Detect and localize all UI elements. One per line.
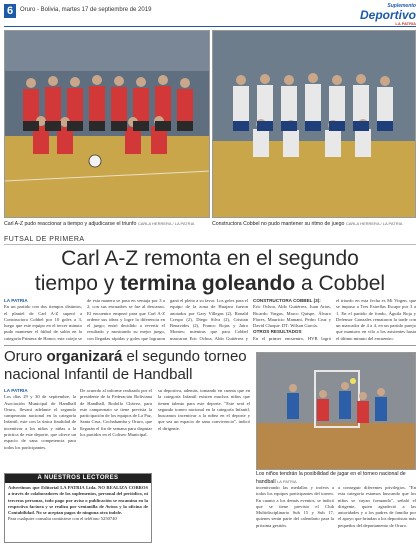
dateline: Oruro - Bolivia, martes 17 de septiembre de 2019 — [20, 7, 152, 13]
supplement-logo — [346, 3, 416, 25]
photo-caption-2-text: Constructora Cobbel no pudo mantener su ritmo de juego — [212, 221, 345, 227]
team-photo-carl-az-image — [5, 31, 210, 218]
readers-notice-text: Advertimos que Editorial LA PATRIA Ltda. NO REALIZA COBROS a través de colaboradores de los suplementos, personal del periódico, ni terceras personas, todo pago por aviso o publicación se encamina en la respectiva factura y se realiza por ventanilla de Avisos y la oficina de Contabilidad. No se aceptan pagos de ninguna otra índole. — [8, 485, 148, 516]
photo-caption-2 — [212, 220, 416, 228]
handball-credit: LA PATRIA — [277, 479, 297, 484]
article2-headline-1c: el segundo torneo — [122, 348, 247, 365]
article2-headline-emphasis: organizará — [46, 348, 123, 365]
readers-notice-body — [5, 483, 151, 525]
article2-column-2: De acuerdo al informe realizado por el presidente de la Federación Boliviana de Handball, Rodolfo Chávez, para este campeonato se tiene prevista la participación de los equipos de La Paz, Santa Cruz, Cochabamba y Oruro, que llegarán el fin de semana para disputar los partidos en el Coliseo Municipal. — [80, 388, 152, 438]
article1-column-4 — [253, 298, 331, 342]
logo-top: Suplemento — [387, 3, 416, 9]
article1-column-1-text: En un partido con dos tiempos distintos, el plantel de Carl A-Z superó a Constructora Cobbel por 10 goles a 3, luego que este equipo en el tercer minuto pudo mantener el fútbol de salón en la categoría Primera de Honor; este cotejo se — [4, 304, 82, 341]
page-number: 6 — [4, 4, 16, 18]
team-photo-cobbel-image — [213, 31, 416, 218]
cobbel-lineup-title: CONSTRUCTORA COBBEL (3): — [253, 298, 321, 303]
headline-line-2c: a Cobbel — [295, 272, 386, 295]
handball-caption — [256, 471, 416, 486]
photo-caption-1-text: Carl A-Z pudo reaccionar a tiempo y adjudicarse el triunfo — [4, 221, 137, 227]
article2-headline — [4, 348, 254, 384]
readers-notice-box — [4, 473, 152, 543]
headline-line-2 — [4, 271, 416, 296]
headline-emphasis: termina goleando — [120, 272, 296, 295]
article-headline — [4, 246, 416, 296]
team-photo-carl-az — [4, 30, 210, 218]
article1-column-2: de esta manera se pasa en ventaja por 3 a 2, con sus encuadres se fue al descanso. El encuentro empezó para que Carl A-Z ordene sus ideas y logre la diferencia en el juego; entró decidido a revertir el resultado y mostrando su mejor juego, con llegadas rápidas y goles que lograron — [87, 298, 165, 341]
photo-credit-1: CARLA HERRERA / LA PATRIA — [137, 221, 195, 226]
article2-headline-1a: Oruro — [4, 348, 47, 365]
kicker-rule — [4, 244, 416, 245]
article-kicker: FUTSAL DE PRIMERA — [4, 236, 85, 243]
article2-column-4: incentivando las medallas y trofeos a todos los equipos participantes del torneo. En cuanto a los demás eventos, se indicó que se tiene previsto el Club Multidisciplinario Sub 15 y Sub 17, quienes serán parte del calendario para la próxima gestión. — [256, 485, 334, 528]
article2-column-1 — [4, 388, 76, 470]
article1-column-3 — [170, 298, 248, 342]
readers-notice-title: A NUESTROS LECTORES — [5, 474, 151, 483]
logo-main: Deportivo — [359, 8, 416, 22]
photo-credit-2: CARLA HERRERA / LA PATRIA — [345, 221, 403, 226]
article2-source: LA PATRIA — [4, 388, 28, 393]
readers-notice-contact: Para cualquier consulta contáctese con el teléfono 5250740 — [8, 516, 117, 522]
logo-sub: LA PATRIA — [395, 21, 416, 26]
team-photo-cobbel — [212, 30, 416, 218]
article2-column-3: su deportiva, además, tomando en cuenta que en la categoría Infantil existen muchos niños que tienen talento para este deporte. "Este será el segundo torneo nacional en la categoría Infantil, buscamos incentivar a la niñez en el deporte y que sea un espacio de sana convivencia", indicó el dirigente. — [158, 388, 250, 431]
section-rule — [4, 345, 416, 346]
article2-headline-line-1 — [4, 348, 254, 366]
headline-line-1: Carl A-Z remonta en el segundo — [61, 247, 359, 270]
handball-photo — [256, 352, 416, 470]
photo-caption-1 — [4, 220, 210, 228]
article2-headline-line-2: nacional Infantil de Handball — [4, 366, 193, 383]
article1-source: LA PATRIA — [4, 298, 28, 303]
article1-column-1 — [4, 298, 82, 342]
handball-caption-text: Los niños tendrán la posibilidad de jugar en el torneo nacional de handball — [256, 471, 406, 485]
headline-line-2a: tiempo y — [34, 272, 121, 295]
article1-column-5: el triunfo en esta fecha es Mi Virgen, que se impuso a Tres Estrellas Escape por 3 a 1. En el partido de fondo, Águila Roja y Defensor Gonzales remataron la tarde con un marcador de 4 a 4, en un partido parejo que mantuvo en vilo a los asistentes hasta el último minuto del encuentro. — [336, 298, 416, 341]
other-results-title: OTROS RESULTADOS — [253, 329, 302, 335]
article2-column-1-text: Los días 29 y 30 de septiembre, la Asociación Municipal de Handball Oruro, llevará adelante el segundo campeonato nacional en la categoría Infantil, este con la única finalidad de incentivar a los niños y niñas a la práctica de este deporte, que ofrece un espacio de sana competencia para todos los participantes. — [4, 394, 76, 450]
article2-column-5: a conseguir diferentes privilegios. "En esta categoría estamos buscando que los niños se vayan formando", señaló el dirigente, quien agradeció a las autoridades y a los padres de familia por el apoyo que brindan a los deportistas más pequeños del departamento de Oruro. — [338, 485, 416, 528]
cobbel-lineup: Eric Ochoa, Aldo Gutiérrez, Juan Arias, Ricardo Vargas, Marco Quispe, Álvaro Flores, Mauricio Mamani, Pedro Cruz y David Choque. DT: Wilson García. — [253, 304, 331, 329]
other-results-text: En el primer encuentro, HVB logró — [253, 335, 331, 341]
header-rule — [4, 26, 416, 27]
article1-column-3-text: ganó el pleito a su favor. Los goles para el equipo de la zona de Huajara fueron anotados por Gary Villegas (2), Ronald Crespo (2), Diego Silva (2), Cristian Benavides (2), Franco Rojas y Jairo Montes; mientras que para Cobbel marcaron Eric Ochoa, Aldo Gutiérrez y — [170, 298, 248, 341]
handball-photo-image — [257, 353, 416, 470]
